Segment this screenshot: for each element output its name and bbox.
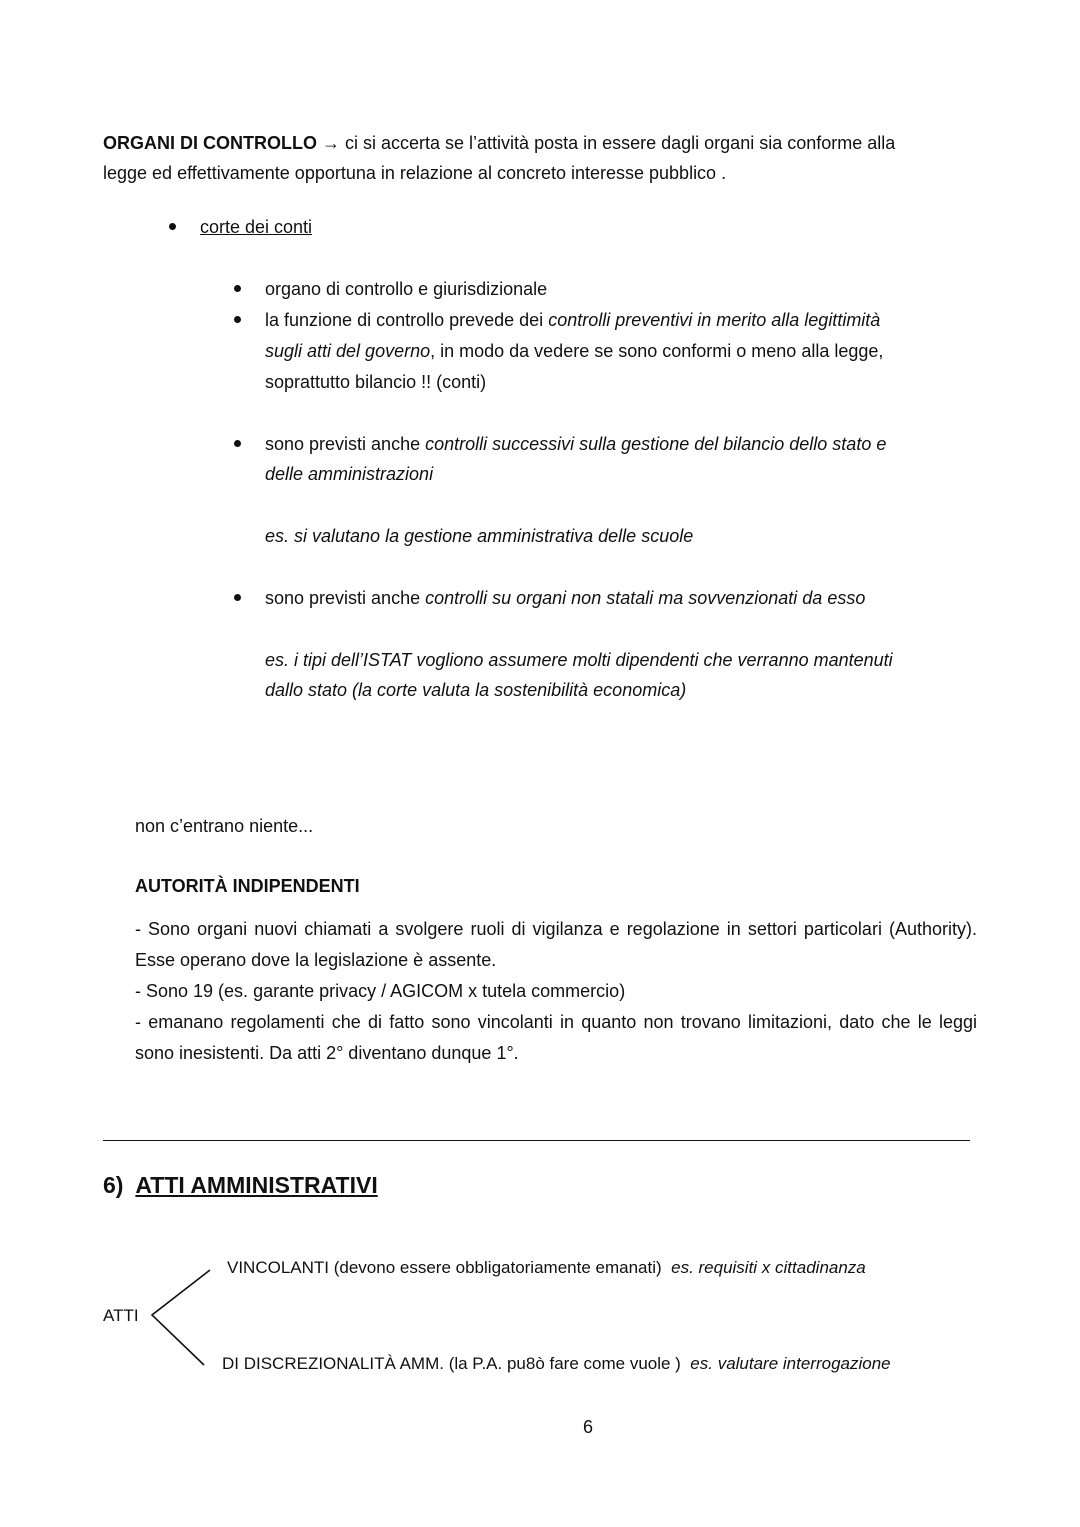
autorita-point-2: - Sono 19 (es. garante privacy / AGICOM x tutela commercio) bbox=[135, 981, 626, 1001]
autorita-title: AUTORITÀ INDIPENDENTI bbox=[135, 876, 360, 896]
note: non c’entrano niente... bbox=[135, 816, 314, 836]
corte-example-2-cont: dallo stato (la corte valuta la sostenibilità economica) bbox=[265, 680, 687, 700]
text: DI DISCREZIONALITÀ AMM. (la P.A. pu8ò fare come vuole ) bbox=[222, 1354, 681, 1373]
corte-bullet-2-cont bbox=[265, 340, 883, 362]
diagram-root: ATTI bbox=[103, 1306, 139, 1325]
corte-bullet-3-cont: delle amministrazioni bbox=[265, 464, 434, 484]
text-italic: sugli atti del governo bbox=[265, 341, 431, 361]
corte-bullet-2 bbox=[265, 309, 880, 331]
text: sono previsti anche bbox=[265, 434, 426, 454]
corte-bullet-2-end: soprattutto bilancio !! (conti) bbox=[265, 372, 487, 392]
section-title: ATTI AMMINISTRATIVI bbox=[135, 1172, 378, 1198]
text-italic: controlli preventivi in merito alla legittimità bbox=[548, 310, 881, 330]
autorita-point-3: - emanano regolamenti che di fatto sono vincolanti in quanto non trovano limitazioni, dato che le leggi sono inesistenti. Da atti 2° diventano dunque 1°. bbox=[135, 1012, 977, 1063]
corte-bullet-1: organo di controllo e giurisdizionale bbox=[265, 279, 548, 299]
bullet-icon bbox=[169, 223, 176, 230]
organi-title: ORGANI DI CONTROLLO bbox=[103, 133, 317, 153]
text-italic: controlli su organi non statali ma sovvenzionati da esso bbox=[425, 588, 866, 608]
bullet-icon bbox=[234, 285, 241, 292]
text: VINCOLANTI (devono essere obbligatoriamente emanati) bbox=[227, 1258, 662, 1277]
corte-title: corte dei conti bbox=[200, 217, 313, 237]
text-italic: es. requisiti x cittadinanza bbox=[671, 1258, 866, 1277]
page-number: 6 bbox=[583, 1417, 594, 1437]
bullet-icon bbox=[234, 316, 241, 323]
text-italic: es. valutare interrogazione bbox=[690, 1354, 891, 1373]
corte-example-1: es. si valutano la gestione amministrativa delle scuole bbox=[265, 526, 694, 546]
text: sono previsti anche bbox=[265, 588, 426, 608]
diagram-branch-top bbox=[227, 1257, 866, 1279]
autorita-point-1: - Sono organi nuovi chiamati a svolgere ruoli di vigilanza e regolazione in settori particolari (Authority). Esse operano dove la legislazione è assente. bbox=[135, 919, 977, 970]
organi-line-1 bbox=[103, 132, 895, 154]
corte-bullet-4 bbox=[265, 587, 865, 609]
autorita-paragraph bbox=[135, 914, 977, 1069]
organi-line-2: legge ed effettivamente opportuna in relazione al concreto interesse pubblico . bbox=[103, 163, 727, 183]
section-heading bbox=[103, 1172, 378, 1199]
corte-example-2: es. i tipi dell’ISTAT vogliono assumere molti dipendenti che verranno mantenuti bbox=[265, 650, 893, 670]
bullet-icon bbox=[234, 440, 241, 447]
organi-text: → ci si accerta se l’attività posta in essere dagli organi sia conforme alla bbox=[317, 133, 896, 153]
corte-bullet-3 bbox=[265, 433, 886, 455]
divider bbox=[103, 1140, 970, 1141]
branch-lines bbox=[140, 1265, 220, 1370]
diagram-branch-bottom bbox=[222, 1353, 891, 1375]
bullet-icon bbox=[234, 594, 241, 601]
text: , in modo da vedere se sono conformi o meno alla legge, bbox=[430, 341, 884, 361]
section-number: 6) bbox=[103, 1172, 124, 1198]
text: la funzione di controllo prevede dei bbox=[265, 310, 549, 330]
text-italic: controlli successivi sulla gestione del bilancio dello stato e bbox=[425, 434, 887, 454]
